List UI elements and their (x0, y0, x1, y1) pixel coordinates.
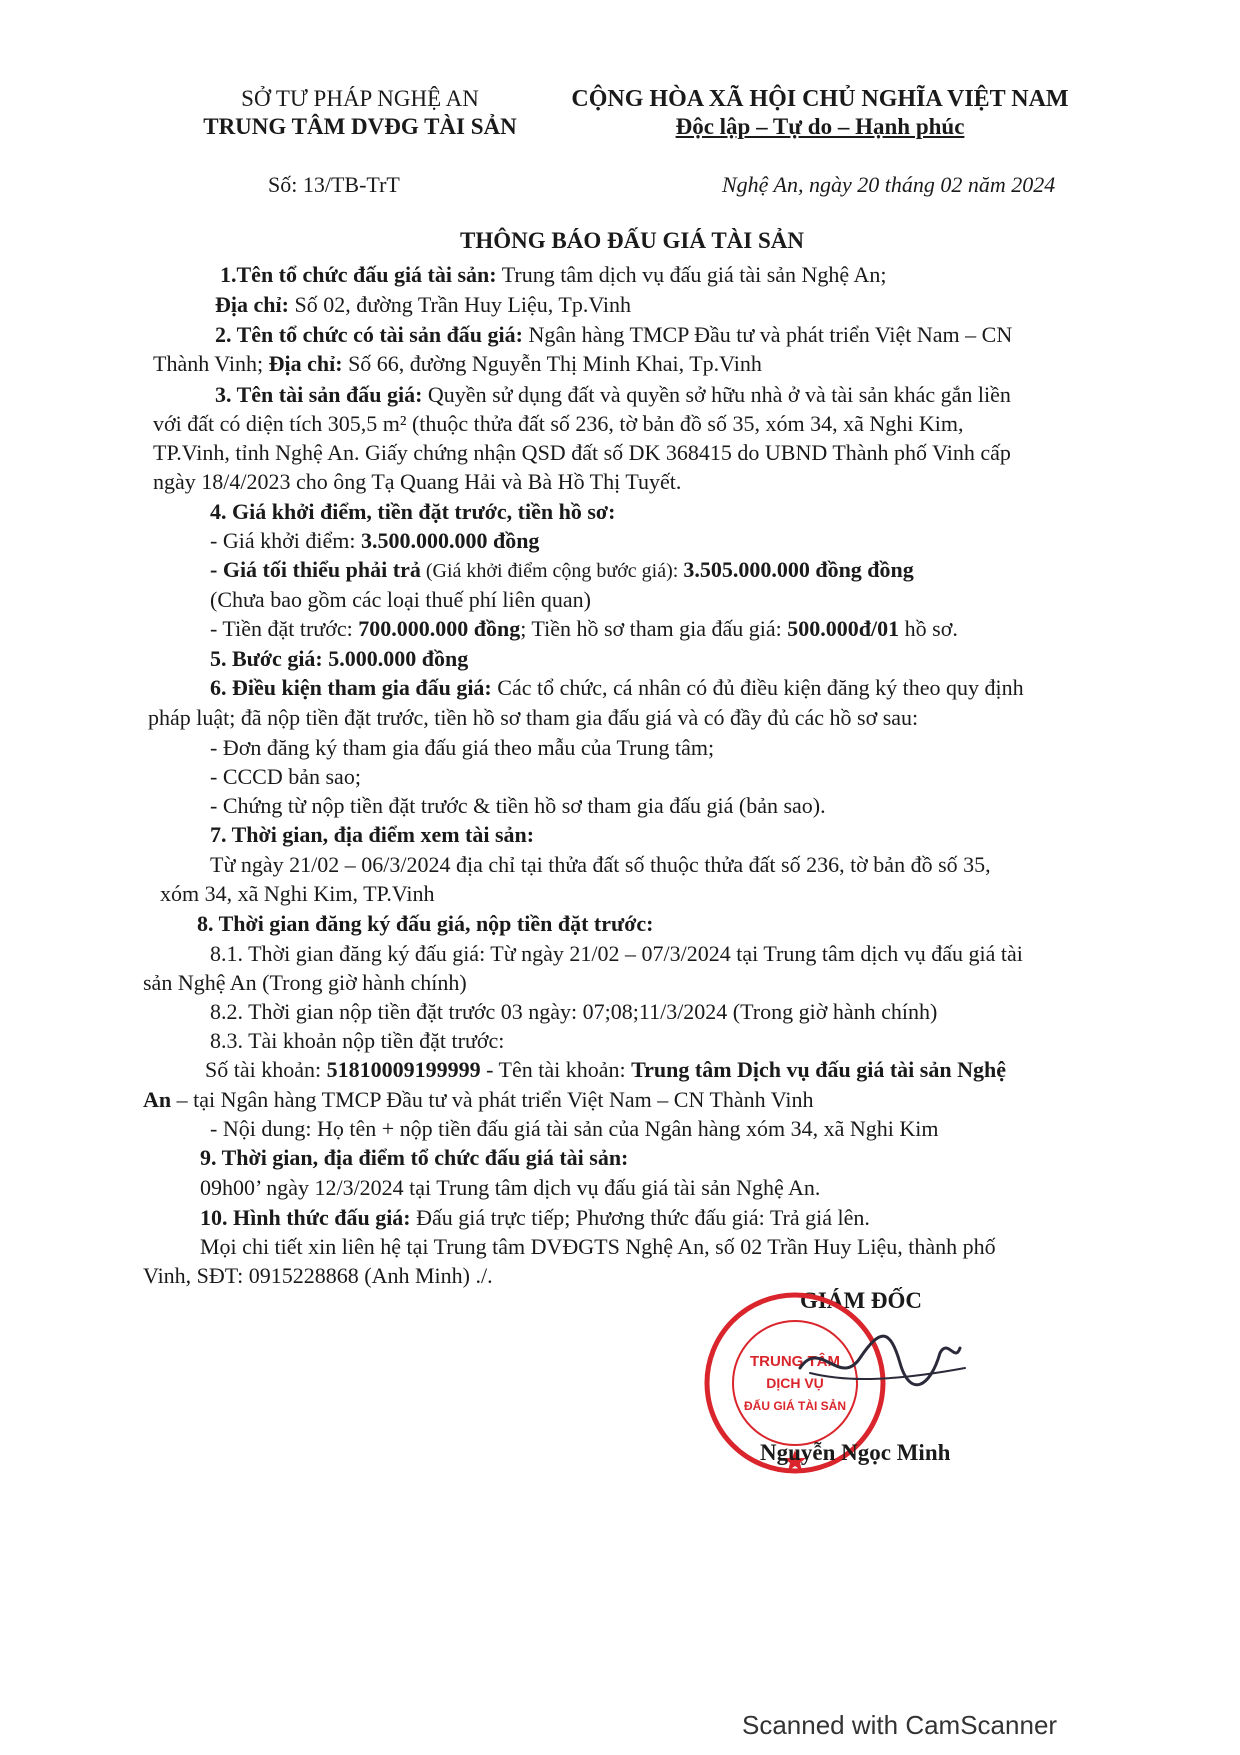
signer-role: GIÁM ĐỐC (800, 1288, 923, 1313)
section-2: 2. Tên tổ chức có tài sản đấu giá: Ngân hàng TMCP Đầu tư và phát triển Việt Nam – CN (215, 322, 1013, 347)
issuer-department: SỞ TƯ PHÁP NGHỆ AN (241, 86, 479, 111)
stamp-text-3: ĐẤU GIÁ TÀI SẢN (744, 1399, 846, 1413)
national-title: CỘNG HÒA XÃ HỘI CHỦ NGHĨA VIỆT NAM (571, 86, 1069, 112)
section-1: 1.Tên tổ chức đấu giá tài sản: Trung tâm dịch vụ đấu giá tài sản Nghệ An; (220, 262, 887, 287)
section-7: 7. Thời gian, địa điểm xem tài sản: (210, 822, 535, 847)
handwritten-signature (790, 1318, 970, 1398)
section-3-line4: ngày 18/4/2023 cho ông Tạ Quang Hải và Bà Hồ Thị Tuyết. (153, 469, 682, 494)
payment-content: - Nội dung: Họ tên + nộp tiền đấu giá tài sản của Ngân hàng xóm 34, xã Nghi Kim (210, 1116, 939, 1141)
stamp-text-1: TRUNG TÂM (750, 1353, 840, 1370)
section-4: 4. Giá khởi điểm, tiền đặt trước, tiền hồ sơ: (210, 499, 616, 524)
section-8: 8. Thời gian đăng ký đấu giá, nộp tiền đặt trước: (197, 911, 654, 936)
section-8-1b: sản Nghệ An (Trong giờ hành chính) (143, 970, 467, 995)
requirement-item: - CCCD bản sao; (210, 764, 361, 789)
requirement-item: - Đơn đăng ký tham gia đấu giá theo mẫu của Trung tâm; (210, 735, 715, 760)
document-number: Số: 13/TB-TrT (268, 172, 400, 197)
section-6: 6. Điều kiện tham gia đấu giá: Các tổ chức, cá nhân có đủ điều kiện đăng ký theo quy định (210, 675, 1024, 700)
section-10: 10. Hình thức đấu giá: Đấu giá trực tiếp; Phương thức đấu giá: Trả giá lên. (200, 1205, 870, 1230)
section-9-line1: 09h00’ ngày 12/3/2024 tại Trung tâm dịch vụ đấu giá tài sản Nghệ An. (200, 1175, 821, 1200)
section-8-2: 8.2. Thời gian nộp tiền đặt trước 03 ngày: 07;08;11/3/2024 (Trong giờ hành chính) (210, 999, 938, 1024)
section-3-line3: TP.Vinh, tỉnh Nghệ An. Giấy chứng nhận QSD đất số DK 368415 do UBND Thành phố Vinh cấp (153, 440, 1011, 465)
section-8-1a: 8.1. Thời gian đăng ký đấu giá: Từ ngày 21/02 – 07/3/2024 tại Trung tâm dịch vụ đấu giá tài (210, 941, 1023, 966)
section-7-line2: xóm 34, xã Nghi Kim, TP.Vinh (160, 881, 435, 906)
section-5-bid-step: 5. Bước giá: 5.000.000 đồng (210, 646, 469, 671)
requirement-item: - Chứng từ nộp tiền đặt trước & tiền hồ sơ tham gia đấu giá (bản sao). (210, 793, 826, 818)
issuer-center: TRUNG TÂM DVĐG TÀI SẢN (203, 114, 517, 139)
document-title: THÔNG BÁO ĐẤU GIÁ TÀI SẢN (460, 228, 804, 253)
section-3: 3. Tên tài sản đấu giá: Quyền sử dụng đất và quyền sở hữu nhà ở và tài sản khác gắn liền (215, 382, 1011, 407)
section-8-3: 8.3. Tài khoản nộp tiền đặt trước: (210, 1028, 505, 1053)
deposit-and-fee: - Tiền đặt trước: 700.000.000 đồng; Tiền hồ sơ tham gia đấu giá: 500.000đ/01 hồ sơ. (210, 616, 958, 641)
contact-line1: Mọi chi tiết xin liên hệ tại Trung tâm DVĐGTS Nghệ An, số 02 Trần Huy Liệu, thành phố (200, 1234, 996, 1259)
section-7-line1: Từ ngày 21/02 – 06/3/2024 địa chỉ tại thửa đất số thuộc thửa đất số 236, tờ bản đồ số 35, (210, 852, 991, 877)
bank-account: Số tài khoản: 51810009199999 - Tên tài khoản: Trung tâm Dịch vụ đấu giá tài sản Nghệ (205, 1057, 1006, 1082)
start-price: - Giá khởi điểm: 3.500.000.000 đồng (210, 528, 540, 553)
section-9: 9. Thời gian, địa điểm tổ chức đấu giá tài sản: (200, 1145, 629, 1170)
section-6-line2: pháp luật; đã nộp tiền đặt trước, tiền hồ sơ tham gia đấu giá và có đầy đủ các hồ sơ sau: (148, 705, 919, 730)
section-3-line2: với đất có diện tích 305,5 m² (thuộc thửa đất số 236, tờ bản đồ số 35, xóm 34, xã Nghi Kim, (153, 411, 964, 436)
bank-account-line2: An – tại Ngân hàng TMCP Đầu tư và phát triển Việt Nam – CN Thành Vinh (143, 1087, 814, 1112)
signer-name: Nguyễn Ngọc Minh (760, 1440, 951, 1465)
minimum-price: - Giá tối thiểu phải trả (Giá khởi điểm cộng bước giá): 3.505.000.000 đồng đồng (210, 557, 914, 582)
national-motto: Độc lập – Tự do – Hạnh phúc (675, 114, 965, 139)
contact-line2: Vinh, SĐT: 0915228868 (Anh Minh) ./. (143, 1263, 493, 1288)
place-date: Nghệ An, ngày 20 tháng 02 năm 2024 (722, 172, 1056, 197)
stamp-text-2: DỊCH VỤ (766, 1375, 824, 1391)
section-2-line2: Thành Vinh; Địa chỉ: Số 66, đường Nguyễn Thị Minh Khai, Tp.Vinh (153, 351, 762, 376)
scanner-watermark: Scanned with CamScanner (742, 1710, 1058, 1740)
tax-note: (Chưa bao gồm các loại thuế phí liên quan) (210, 587, 591, 612)
section-1-address: Địa chỉ: Số 02, đường Trần Huy Liệu, Tp.Vinh (215, 292, 632, 317)
